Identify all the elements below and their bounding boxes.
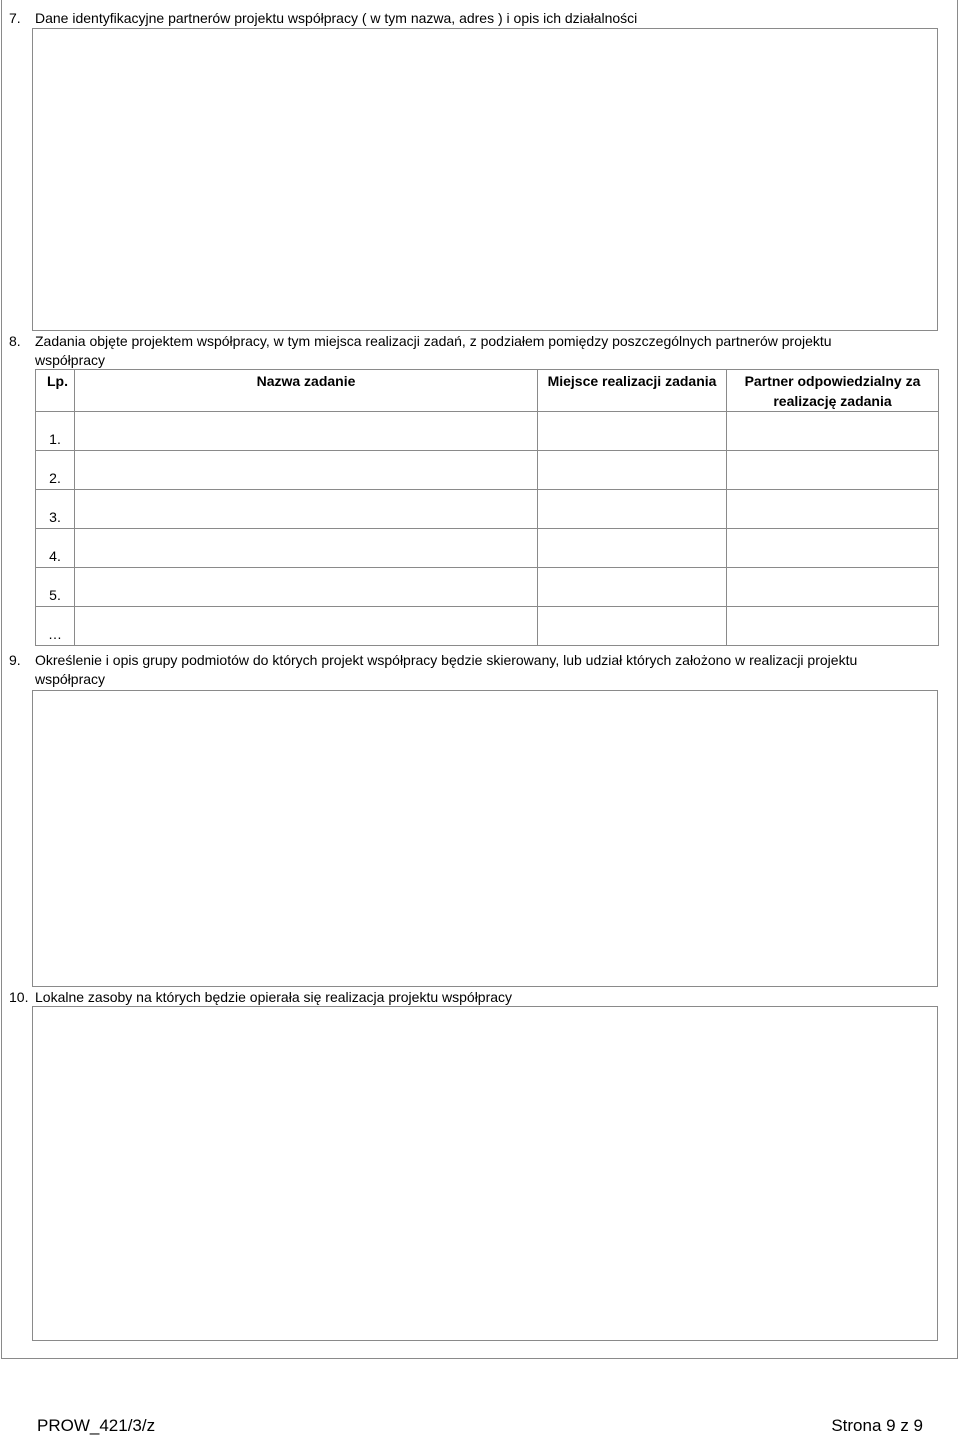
header-task-location: Miejsce realizacji zadania <box>538 370 727 412</box>
task-partner-cell[interactable] <box>727 451 939 490</box>
row-number: … <box>36 607 75 646</box>
task-location-cell[interactable] <box>538 412 727 451</box>
header-responsible-partner: Partner odpowiedzialny za realizację zadania <box>727 370 939 412</box>
section-10-input-box[interactable] <box>32 1006 938 1341</box>
table-row <box>36 412 939 451</box>
section-10-number: 10. <box>9 989 29 1005</box>
task-partner-cell[interactable] <box>727 568 939 607</box>
row-number: 1. <box>36 412 75 451</box>
row-number: 4. <box>36 529 75 568</box>
section-8-title: Zadania objęte projektem współpracy, w tym miejsca realizacji zadań, z podziałem pomiędzy poszczególnych partnerów projektu <box>35 333 832 349</box>
page-number: Strona 9 z 9 <box>831 1416 923 1435</box>
task-location-cell[interactable] <box>538 529 727 568</box>
section-7-input-box[interactable] <box>32 28 938 331</box>
section-8-number: 8. <box>9 333 21 349</box>
tasks-table <box>35 369 939 646</box>
task-location-cell[interactable] <box>538 568 727 607</box>
table-row <box>36 568 939 607</box>
section-9-input-box[interactable] <box>32 690 938 987</box>
table-row <box>36 529 939 568</box>
section-9-title-line2: współpracy <box>35 671 106 687</box>
task-name-cell[interactable] <box>75 529 538 568</box>
task-location-cell[interactable] <box>538 490 727 529</box>
section-7-title: Dane identyfikacyjne partnerów projektu współpracy ( w tym nazwa, adres ) i opis ich działalności <box>35 10 638 26</box>
table-row <box>36 451 939 490</box>
tasks-table-header-row <box>36 370 939 412</box>
table-row <box>36 490 939 529</box>
task-name-cell[interactable] <box>75 607 538 646</box>
section-7-number: 7. <box>9 10 21 26</box>
section-9-number: 9. <box>9 652 21 668</box>
row-number: 5. <box>36 568 75 607</box>
section-10-title: Lokalne zasoby na których będzie opierała się realizacja projektu współpracy <box>35 989 513 1005</box>
task-location-cell[interactable] <box>538 607 727 646</box>
header-lp: Lp. <box>36 370 75 412</box>
task-partner-cell[interactable] <box>727 607 939 646</box>
task-name-cell[interactable] <box>75 451 538 490</box>
form-code: PROW_421/3/z <box>37 1416 156 1435</box>
task-name-cell[interactable] <box>75 568 538 607</box>
row-number: 3. <box>36 490 75 529</box>
section-8-title-line2: współpracy <box>35 352 106 368</box>
header-task-name: Nazwa zadanie <box>75 370 538 412</box>
section-9-title: Określenie i opis grupy podmiotów do których projekt współpracy będzie skierowany, lub udział których założono w realizacji projektu <box>35 652 858 668</box>
task-name-cell[interactable] <box>75 412 538 451</box>
task-name-cell[interactable] <box>75 490 538 529</box>
task-partner-cell[interactable] <box>727 412 939 451</box>
row-number: 2. <box>36 451 75 490</box>
task-partner-cell[interactable] <box>727 529 939 568</box>
task-location-cell[interactable] <box>538 451 727 490</box>
table-row <box>36 607 939 646</box>
task-partner-cell[interactable] <box>727 490 939 529</box>
